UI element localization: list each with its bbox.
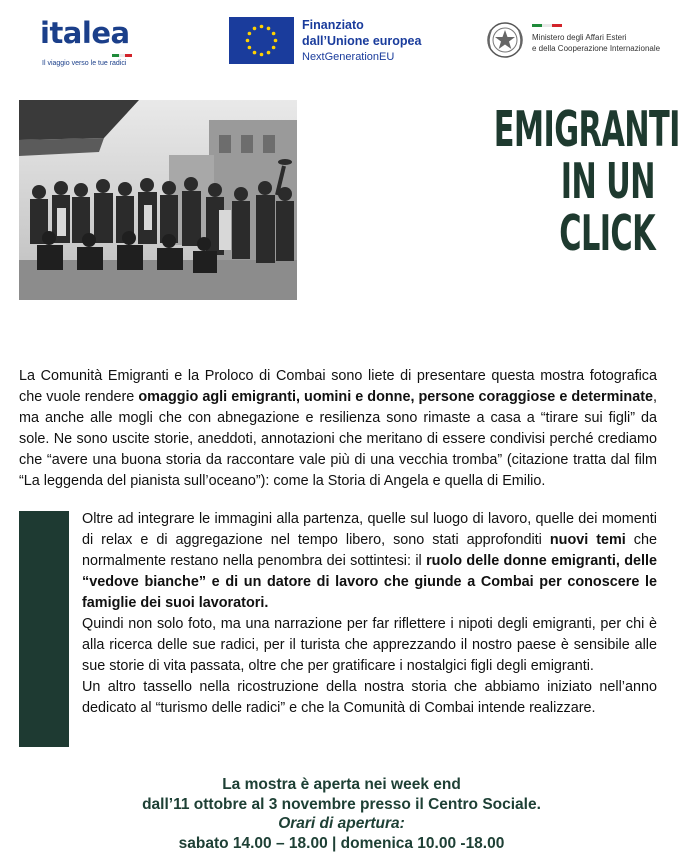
eu-funding-logo <box>229 17 459 67</box>
italea-tagline: Il viaggio verso le tue radici <box>42 60 127 67</box>
footer-line-2: dall’11 ottobre al 3 novembre presso il Centro Sociale. <box>142 795 541 813</box>
ministry-line-2: e della Cooperazione Internazionale <box>532 44 661 53</box>
details-section <box>82 509 657 719</box>
opening-info <box>0 775 683 853</box>
italian-flag-stripe-icon <box>112 54 132 57</box>
footer-hours-label: Orari di apertura: <box>278 815 405 832</box>
details-bold-2: ruolo delle donne emigranti, delle “vedove bianche” e di un datore di lavoro che giunde a Combai per conoscere le famiglie dei suoi lavoratori. <box>82 553 657 611</box>
details-paragraph-3: Un altro tassello nella ricostruzione della nostra storia che abbiamo iniziato nell’anno dedicato al “turismo delle radici” e che la Comunità di Combai intende realizzare. <box>82 679 657 716</box>
intro-bold-1: omaggio agli emigranti, uomini e donne, persone coraggiose e determinate <box>138 389 653 405</box>
italian-emblem-icon <box>484 18 526 62</box>
eu-line-1: Finanziato <box>302 18 364 32</box>
details-bold-1: nuovi temi <box>549 532 626 548</box>
ministry-line-1: Ministero degli Affari Esteri <box>532 33 627 42</box>
intro-paragraph <box>19 366 657 492</box>
details-text-2: che normalmente restano nella penombra dei sottintesi: il <box>82 532 657 569</box>
emigrants-group-photo <box>19 100 297 300</box>
page-title <box>493 101 680 262</box>
eu-line-2: dall’Unione europea <box>302 34 422 48</box>
italian-flag-stripe-icon <box>532 24 562 27</box>
ministry-logo <box>484 18 664 64</box>
footer-hours: sabato 14.00 – 18.00 | domenica 10.00 -18.00 <box>178 834 505 852</box>
details-text-1: Oltre ad integrare le immagini alla partenza, quelle sul luogo di lavoro, quelle dei momenti di relax e di aggregazione nel tempo libero, sono stati approfonditi <box>82 511 657 548</box>
footer-line-1: La mostra è aperta nei week end <box>222 776 461 793</box>
eu-line-3: NextGenerationEU <box>302 51 395 63</box>
italea-wordmark: italea <box>40 16 130 50</box>
title-line-2: IN UN <box>560 153 655 210</box>
intro-text-2: , ma anche alle mogli che con abnegazione e resilienza sono rimaste a casa a “tirare sui figli” da sole. Ne sono uscite storie, aneddoti, annotazioni che meritano di essere condivisi perché crediamo che “avere una buona storia da raccontare vale più di una vecchia tromba” (citazione tratta dal film “La leggenda del pianista sull’oceano”): come la Storia di Angela e quella di Emilio. <box>19 389 657 489</box>
accent-bar <box>19 511 69 747</box>
eu-flag-icon <box>229 17 294 64</box>
details-paragraph-2: Quindi non solo foto, ma una narrazione per far riflettere i nipoti degli emigranti, per chi è alla ricerca delle sue radici, per il turista che apprezzando il nostro paese è sensibile alle sue storie di vita passata, oltre che per gratificare i nostalgici figli degli emigranti. <box>82 616 657 674</box>
title-line-3: CLICK <box>559 205 655 262</box>
title-line-1: EMIGRANTI <box>493 101 680 158</box>
intro-text-1: La Comunità Emigranti e la Proloco di Combai sono liete di presentare questa mostra fotografica che vuole rendere <box>19 368 657 405</box>
italea-logo <box>40 16 140 72</box>
details-paragraph-1 <box>82 509 657 614</box>
